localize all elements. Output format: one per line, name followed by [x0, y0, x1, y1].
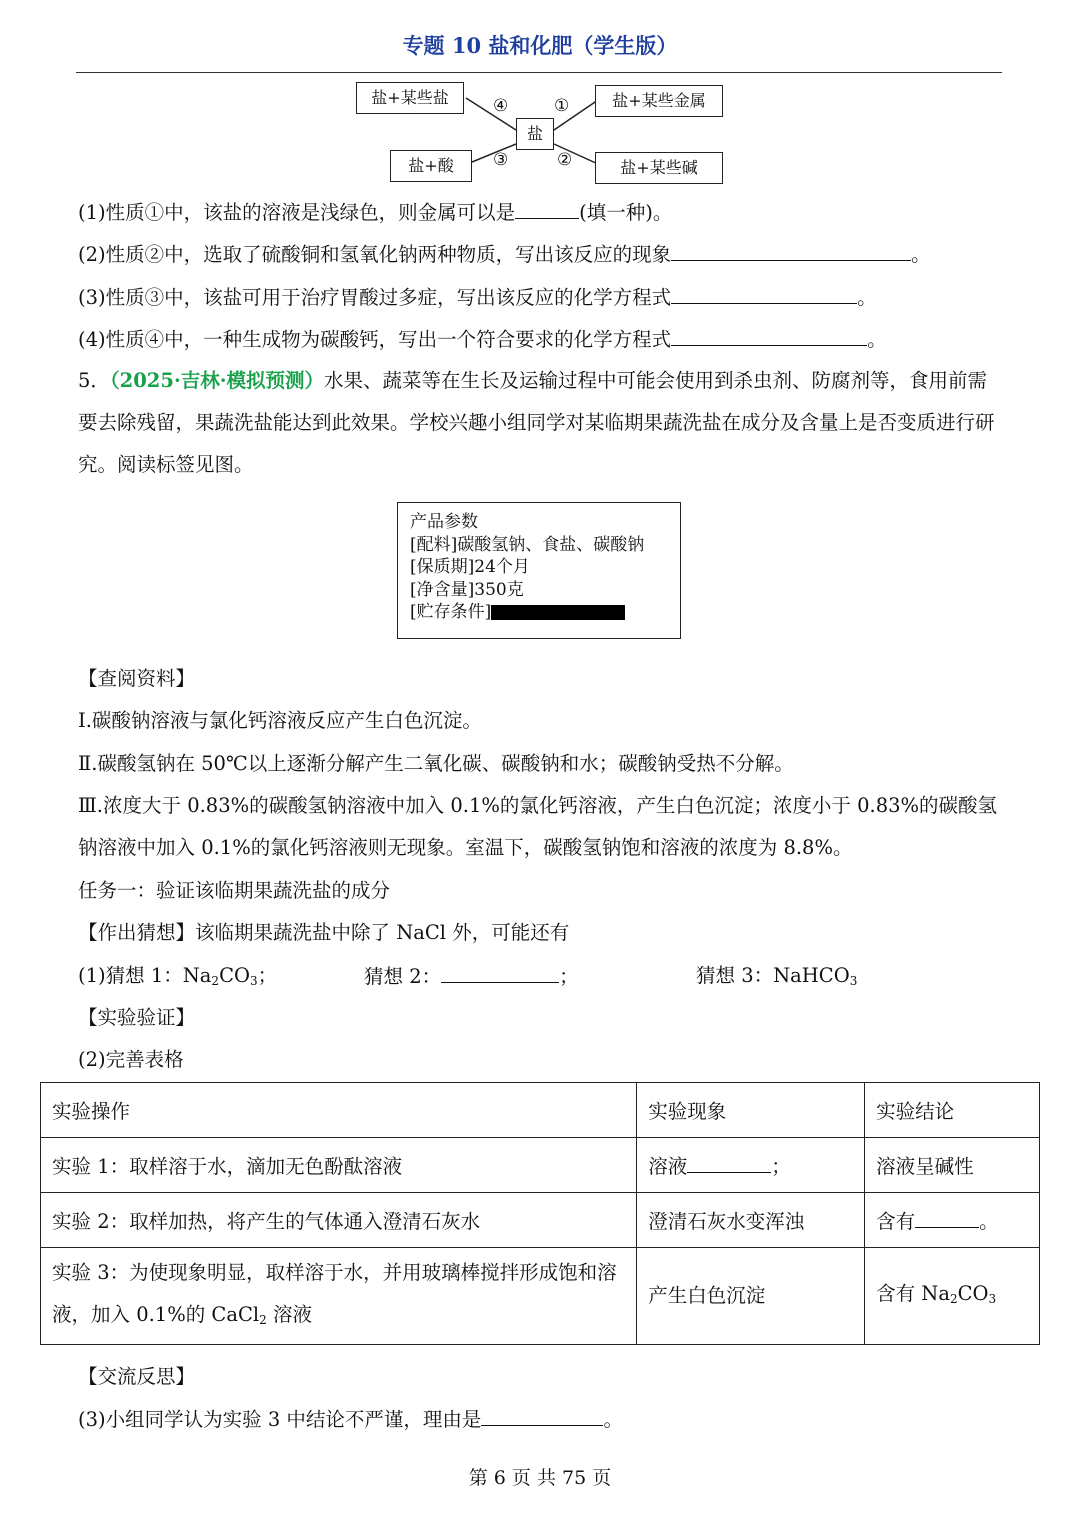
product-label: 产品参数 [配料]碳酸氢钠、食盐、碳酸钠 [保质期]24个月 [净含量]350克 [贮存条件] — [397, 502, 681, 639]
answer-blank[interactable] — [515, 200, 579, 219]
header-rule — [76, 72, 1002, 73]
box-salt-plus-metal: 盐+某些金属 — [595, 85, 723, 117]
page-header-title: 专题 10 盐和化肥（学生版） — [402, 33, 678, 58]
table-intro: (2)完善表格 — [78, 1048, 184, 1071]
hypothesis-2: 猜想 2： ； — [364, 965, 579, 988]
table-row: 实验 3：为使现象明显，取样溶于水，并用玻璃棒搅拌形成饱和溶液，加入 0.1%的 CaCl$_2$ 溶液 产生白色沉淀 含有 $Na_2CO_3$ — [41, 1248, 1040, 1345]
label-three: ③ — [493, 150, 509, 170]
box-salt-plus-base: 盐+某些碱 — [595, 152, 723, 184]
task-one: 任务一：验证该临期果蔬洗盐的成分 — [78, 879, 391, 902]
hypothesis-1: (1)猜想 1：$Na_2CO_3$； — [78, 964, 278, 988]
q5-source: （2025·吉林·模拟预测） — [109, 369, 325, 392]
table-header-row — [41, 1083, 1040, 1138]
answer-blank[interactable] — [441, 964, 559, 983]
reflect-q3: (3)小组同学认为实验 3 中结论不严谨，理由是 。 — [78, 1408, 623, 1431]
table-row: 实验 2：取样加热，将产生的气体通入澄清石灰水 澄清石灰水变浑浊 含有 。 — [41, 1193, 1040, 1248]
verify-heading: 【实验验证】 — [78, 1006, 196, 1029]
page-footer: 第 6 页 共 75 页 — [468, 1467, 612, 1489]
salt-properties-diagram — [350, 78, 730, 188]
header-phenomenon: 实验现象 — [637, 1083, 865, 1138]
experiment-table — [40, 1082, 1040, 1345]
answer-blank[interactable] — [481, 1407, 603, 1426]
answer-blank[interactable] — [915, 1209, 979, 1228]
box-salt-center: 盐 — [516, 118, 554, 150]
answer-blank[interactable] — [671, 285, 857, 304]
reflect-heading: 【交流反思】 — [78, 1365, 196, 1388]
answer-blank[interactable] — [687, 1154, 771, 1173]
header-operation: 实验操作 — [41, 1083, 637, 1138]
q4-part4: (4)性质④中，一种生成物为碳酸钙，写出一个符合要求的化学方程式 。 — [78, 328, 887, 351]
hypothesis-heading: 【作出猜想】该临期果蔬洗盐中除了 NaCl 外，可能还有 — [78, 921, 570, 944]
answer-blank[interactable] — [671, 242, 911, 261]
label-two: ② — [557, 150, 573, 170]
table-row: 实验 1：取样溶于水，滴加无色酚酞溶液 溶液 ； 溶液呈碱性 — [41, 1138, 1040, 1193]
q5-intro: 5．（2025·吉林·模拟预测）水果、蔬菜等在生长及运输过程中可能会使用到杀虫剂、防腐剂等，食用前需要去除残留，果蔬洗盐能达到此效果。学校兴趣小组同学对某临期果蔬洗盐在成分及含量上是否变质进行研究。阅读标签见图。 — [78, 369, 995, 476]
material-heading: 【查阅资料】 — [78, 667, 196, 690]
q4-part1: (1)性质①中，该盐的溶液是浅绿色，则金属可以是 (填一种)。 — [78, 201, 673, 224]
label-one: ① — [554, 96, 570, 116]
material-iii: Ⅲ.浓度大于 0.83%的碳酸氢钠溶液中加入 0.1%的氯化钙溶液，产生白色沉淀；浓度小于 0.83%的碳酸氢钠溶液中加入 0.1%的氯化钙溶液则无现象。室温下，碳酸氢钠饱和溶液的浓度为 8.8%。 — [78, 794, 998, 859]
header-conclusion: 实验结论 — [865, 1083, 1040, 1138]
label-four: ④ — [493, 96, 509, 116]
q4-part2: (2)性质②中，选取了硫酸铜和氢氧化钠两种物质，写出该反应的现象 。 — [78, 243, 931, 266]
box-salt-plus-acid: 盐+酸 — [390, 150, 472, 182]
material-i: Ⅰ.碳酸钠溶液与氯化钙溶液反应产生白色沉淀。 — [78, 709, 482, 732]
hypothesis-3: 猜想 3：NaHCO$_3$ — [696, 964, 858, 988]
q4-part3: (3)性质③中，该盐可用于治疗胃酸过多症，写出该反应的化学方程式 。 — [78, 286, 877, 309]
material-ii: Ⅱ.碳酸氢钠在 50℃以上逐渐分解产生二氧化碳、碳酸钠和水；碳酸钠受热不分解。 — [78, 752, 794, 775]
answer-blank[interactable] — [671, 327, 867, 346]
redacted-storage-condition — [491, 605, 625, 620]
box-salt-plus-salt: 盐+某些盐 — [356, 82, 464, 114]
